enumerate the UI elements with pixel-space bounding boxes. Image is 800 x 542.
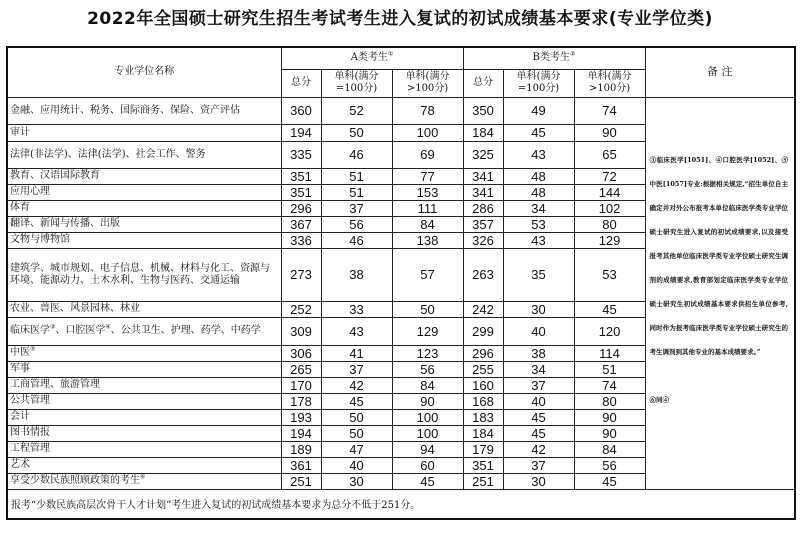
score-b-single100: 49: [503, 97, 574, 124]
score-a-single100: 42: [321, 377, 392, 393]
major-name-cell: 应用心理: [7, 184, 281, 200]
header-a-single100: 单科(满分 =100分): [321, 69, 392, 97]
footer-row: [7, 489, 795, 519]
score-a-single100plus: 111: [392, 200, 463, 216]
major-name-cell: 审计: [7, 124, 281, 141]
header-b-single100plus: 单科(满分 >100分): [574, 69, 645, 97]
score-b-single100plus: 74: [574, 377, 645, 393]
header-group-a: A类考生①: [281, 47, 463, 69]
score-a-single100plus: 45: [392, 473, 463, 489]
score-a-total: 351: [281, 168, 321, 184]
major-name-cell: 公共管理: [7, 393, 281, 409]
score-b-single100plus: 45: [574, 301, 645, 317]
score-b-single100: 48: [503, 184, 574, 200]
score-a-single100: 52: [321, 97, 392, 124]
score-b-total: 357: [463, 216, 503, 232]
header-group-b: B类考生②: [463, 47, 645, 69]
score-b-total: 263: [463, 248, 503, 301]
header-b-total: 总分: [463, 69, 503, 97]
score-b-single100plus: 114: [574, 345, 645, 361]
score-b-single100plus: 45: [574, 473, 645, 489]
remarks-cell: [645, 97, 795, 489]
score-a-single100plus: 100: [392, 425, 463, 441]
page-title: 2022年全国硕士研究生招生考试考生进入复试的初试成绩基本要求(专业学位类): [87, 9, 713, 29]
major-name-cell: 享受少数民族照顾政策的考生⑥: [7, 473, 281, 489]
major-name-cell: 金融、应用统计、税务、国际商务、保险、资产评估: [7, 97, 281, 124]
score-b-total: 341: [463, 168, 503, 184]
score-a-single100: 41: [321, 345, 392, 361]
major-name-cell: 建筑学、城市规划、电子信息、机械、材料与化工、资源与环境、能源动力、土木水利、生物与医药、交通运输: [7, 248, 281, 301]
score-a-single100: 51: [321, 168, 392, 184]
score-a-single100: 33: [321, 301, 392, 317]
score-b-single100: 34: [503, 361, 574, 377]
major-name-cell: 中医⑤: [7, 345, 281, 361]
score-b-total: 160: [463, 377, 503, 393]
score-b-single100: 53: [503, 216, 574, 232]
score-b-single100: 48: [503, 168, 574, 184]
score-a-total: 193: [281, 409, 321, 425]
score-a-total: 367: [281, 216, 321, 232]
score-b-single100plus: 74: [574, 97, 645, 124]
score-b-total: 296: [463, 345, 503, 361]
score-a-total: 360: [281, 97, 321, 124]
major-name-cell: 法律(非法学)、法律(法学)、社会工作、警务: [7, 141, 281, 168]
score-a-total: 265: [281, 361, 321, 377]
score-b-single100: 38: [503, 345, 574, 361]
score-b-single100plus: 90: [574, 409, 645, 425]
score-b-single100plus: 120: [574, 317, 645, 345]
score-a-single100: 50: [321, 409, 392, 425]
score-b-single100: 35: [503, 248, 574, 301]
major-name-cell: 图书情报: [7, 425, 281, 441]
score-a-total: 336: [281, 232, 321, 248]
score-a-single100plus: 57: [392, 248, 463, 301]
score-b-single100: 40: [503, 393, 574, 409]
score-a-single100plus: 50: [392, 301, 463, 317]
score-a-single100: 43: [321, 317, 392, 345]
score-b-single100plus: 65: [574, 141, 645, 168]
score-a-single100plus: 60: [392, 457, 463, 473]
score-a-single100: 50: [321, 425, 392, 441]
score-a-total: 335: [281, 141, 321, 168]
score-a-total: 309: [281, 317, 321, 345]
score-a-single100plus: 100: [392, 124, 463, 141]
major-name-cell: 教育、汉语国际教育: [7, 168, 281, 184]
score-a-total: 170: [281, 377, 321, 393]
score-a-single100: 37: [321, 200, 392, 216]
score-b-single100plus: 84: [574, 441, 645, 457]
major-name-cell: 文物与博物馆: [7, 232, 281, 248]
score-a-single100plus: 94: [392, 441, 463, 457]
score-b-total: 351: [463, 457, 503, 473]
score-b-single100: 42: [503, 441, 574, 457]
score-b-single100plus: 80: [574, 393, 645, 409]
score-a-total: 178: [281, 393, 321, 409]
remark-note-2: ⑥同④: [649, 395, 670, 404]
score-table: [6, 46, 796, 520]
score-b-single100plus: 53: [574, 248, 645, 301]
major-name-cell: 会计: [7, 409, 281, 425]
major-name-cell: 工程管理: [7, 441, 281, 457]
score-a-total: 306: [281, 345, 321, 361]
header-remarks: 备 注: [645, 47, 795, 97]
score-a-single100plus: 56: [392, 361, 463, 377]
score-a-single100: 30: [321, 473, 392, 489]
score-a-single100: 47: [321, 441, 392, 457]
score-a-total: 273: [281, 248, 321, 301]
score-a-total: 251: [281, 473, 321, 489]
score-a-single100plus: 153: [392, 184, 463, 200]
score-a-single100: 45: [321, 393, 392, 409]
score-a-single100: 38: [321, 248, 392, 301]
header-a-single100plus: 单科(满分 >100分): [392, 69, 463, 97]
score-b-total: 299: [463, 317, 503, 345]
score-a-total: 361: [281, 457, 321, 473]
major-name-cell: 翻译、新闻与传播、出版: [7, 216, 281, 232]
score-a-total: 351: [281, 184, 321, 200]
score-a-single100: 37: [321, 361, 392, 377]
major-name-cell: 临床医学③、口腔医学④、公共卫生、护理、药学、中药学: [7, 317, 281, 345]
score-a-single100plus: 77: [392, 168, 463, 184]
score-a-single100plus: 100: [392, 409, 463, 425]
score-b-total: 325: [463, 141, 503, 168]
score-b-single100: 37: [503, 457, 574, 473]
score-a-single100: 51: [321, 184, 392, 200]
score-b-single100: 37: [503, 377, 574, 393]
score-b-single100: 45: [503, 425, 574, 441]
score-a-total: 194: [281, 425, 321, 441]
table-row: [7, 97, 795, 124]
score-a-single100plus: 90: [392, 393, 463, 409]
score-b-total: 179: [463, 441, 503, 457]
major-name-cell: 工商管理、旅游管理: [7, 377, 281, 393]
major-name-cell: 体育: [7, 200, 281, 216]
score-b-single100plus: 51: [574, 361, 645, 377]
score-a-total: 189: [281, 441, 321, 457]
score-b-single100plus: 129: [574, 232, 645, 248]
score-b-single100: 45: [503, 409, 574, 425]
score-b-total: 251: [463, 473, 503, 489]
score-b-single100plus: 56: [574, 457, 645, 473]
score-b-total: 168: [463, 393, 503, 409]
score-b-single100: 34: [503, 200, 574, 216]
score-a-single100: 56: [321, 216, 392, 232]
score-a-single100: 46: [321, 232, 392, 248]
score-b-single100: 43: [503, 232, 574, 248]
score-a-single100plus: 78: [392, 97, 463, 124]
score-b-single100: 30: [503, 473, 574, 489]
header-a-total: 总分: [281, 69, 321, 97]
score-a-total: 252: [281, 301, 321, 317]
score-b-total: 326: [463, 232, 503, 248]
score-b-single100: 40: [503, 317, 574, 345]
score-a-single100plus: 84: [392, 216, 463, 232]
major-name-cell: 艺术: [7, 457, 281, 473]
score-b-total: 184: [463, 124, 503, 141]
score-a-single100: 50: [321, 124, 392, 141]
score-b-total: 183: [463, 409, 503, 425]
score-b-single100: 45: [503, 124, 574, 141]
score-a-single100plus: 123: [392, 345, 463, 361]
score-b-single100: 43: [503, 141, 574, 168]
score-b-single100plus: 90: [574, 425, 645, 441]
score-a-single100plus: 84: [392, 377, 463, 393]
score-b-total: 242: [463, 301, 503, 317]
score-b-total: 350: [463, 97, 503, 124]
score-a-single100plus: 69: [392, 141, 463, 168]
score-b-total: 184: [463, 425, 503, 441]
remark-note-1: ③临床医学[1051]、④口腔医学[1052]、⑤中医[1057]专业:根据相关规定,“招生单位自主确定并对外公布报考本单位临床医学类专业学位硕士研究生进入复试的初试成绩要求,以及接受报考其他单位临床医学类专业学位硕士研究生调剂的成绩要求,教育部划定临床医学类专业学位硕士研究生初试成绩基本要求供招生单位参考,同时作为报考临床医学类专业学位硕士研究生的考生调剂到其他专业的基本成绩要求。”: [649, 155, 789, 356]
footer-note: 报考“少数民族高层次骨干人才计划”考生进入复试的初试成绩基本要求为总分不低于251分。: [7, 489, 795, 519]
major-name-cell: 农业、兽医、风景园林、林业: [7, 301, 281, 317]
score-b-single100plus: 72: [574, 168, 645, 184]
score-a-single100plus: 138: [392, 232, 463, 248]
header-major: 专业学位名称: [7, 47, 281, 97]
score-a-total: 194: [281, 124, 321, 141]
score-a-single100plus: 129: [392, 317, 463, 345]
score-b-single100plus: 144: [574, 184, 645, 200]
score-b-single100plus: 102: [574, 200, 645, 216]
score-a-single100: 46: [321, 141, 392, 168]
score-b-single100plus: 80: [574, 216, 645, 232]
score-a-total: 296: [281, 200, 321, 216]
header-b-single100: 单科(满分 =100分): [503, 69, 574, 97]
score-b-single100plus: 90: [574, 124, 645, 141]
score-b-single100: 30: [503, 301, 574, 317]
score-b-total: 341: [463, 184, 503, 200]
major-name-cell: 军事: [7, 361, 281, 377]
score-b-total: 255: [463, 361, 503, 377]
score-a-single100: 40: [321, 457, 392, 473]
score-b-total: 286: [463, 200, 503, 216]
